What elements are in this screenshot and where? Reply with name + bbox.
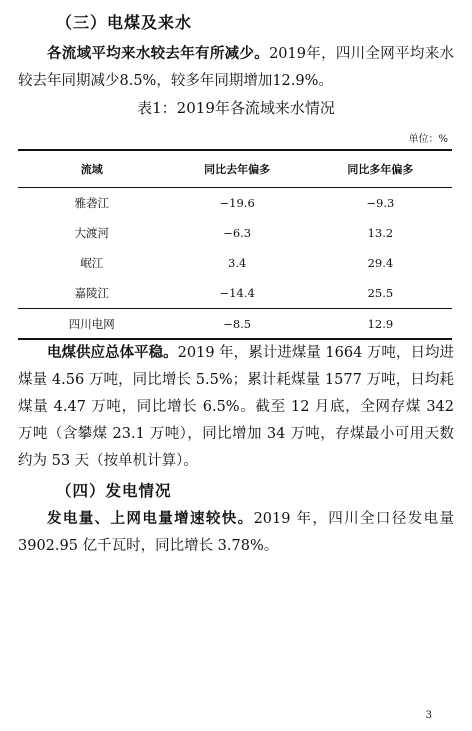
paragraph-lead-bold: 各流域平均来水较去年有所减少。 [47, 45, 270, 62]
table-header-cell: 同比去年偏多 [166, 150, 309, 188]
page-number: 3 [425, 710, 432, 721]
table-total-row [18, 309, 452, 340]
table-caption: 表1：2019年各流域来水情况 [137, 99, 335, 117]
table-cell: 29.4 [367, 256, 394, 270]
water-inflow-table [18, 149, 452, 340]
table-cell: 12.9 [309, 309, 452, 340]
paragraph-water-inflow [18, 40, 454, 95]
table-cell: 嘉陵江 [74, 286, 110, 300]
table-header-cell: 同比多年偏多 [309, 150, 452, 188]
section-heading-4: （四）发电情况 [56, 481, 172, 500]
table-cell: 四川电网 [18, 309, 166, 340]
paragraph-lead-bold: 发电量、上网电量增速较快。 [47, 510, 254, 527]
table-cell: 3.4 [228, 256, 247, 270]
table-row [18, 218, 452, 248]
paragraph-body: 2019 年，累计进煤量 1664 万吨，日均进煤量 4.56 万吨，同比增长 5.5%；累计耗煤量 1577 万吨，日均耗煤量 4.47 万吨，同比增长 6.5%。截至 12 月底，全网存煤 342 万吨（含攀煤 23.1 万吨），同比增加 34 万吨，存煤最小可用天数约为 53 天（按单机计算）。 [18, 345, 454, 469]
section-heading-3: （三）电煤及来水 [56, 13, 193, 32]
table-header-cell: 流域 [18, 150, 166, 188]
table-cell: −9.3 [366, 196, 395, 210]
table-cell: −14.4 [219, 286, 255, 300]
table-unit-label: 单位：% [408, 134, 448, 145]
paragraph-lead-bold: 电煤供应总体平稳。 [47, 344, 178, 361]
table-cell: −8.5 [166, 309, 309, 340]
table-header-row [18, 150, 452, 188]
table-cell: 13.2 [367, 226, 394, 240]
table-cell: −6.3 [223, 226, 252, 240]
table-row [18, 248, 452, 278]
table-cell: 大渡河 [74, 226, 110, 240]
paragraph-coal-supply [18, 339, 454, 475]
table-cell: 岷江 [80, 256, 104, 270]
table-row [18, 188, 452, 219]
paragraph-body: 2019 年，四川全口径发电量 3902.95 亿千瓦时，同比增长 3.78%。 [18, 511, 454, 554]
table-cell: 25.5 [367, 286, 394, 300]
paragraph-body: 2019年，四川全网平均来水较去年同期减少8.5%，较多年同期增加12.9%。 [18, 46, 455, 89]
table-cell: −19.6 [219, 196, 255, 210]
table-row [18, 278, 452, 309]
paragraph-generation [18, 505, 454, 560]
table-cell: 雅砻江 [74, 196, 110, 210]
